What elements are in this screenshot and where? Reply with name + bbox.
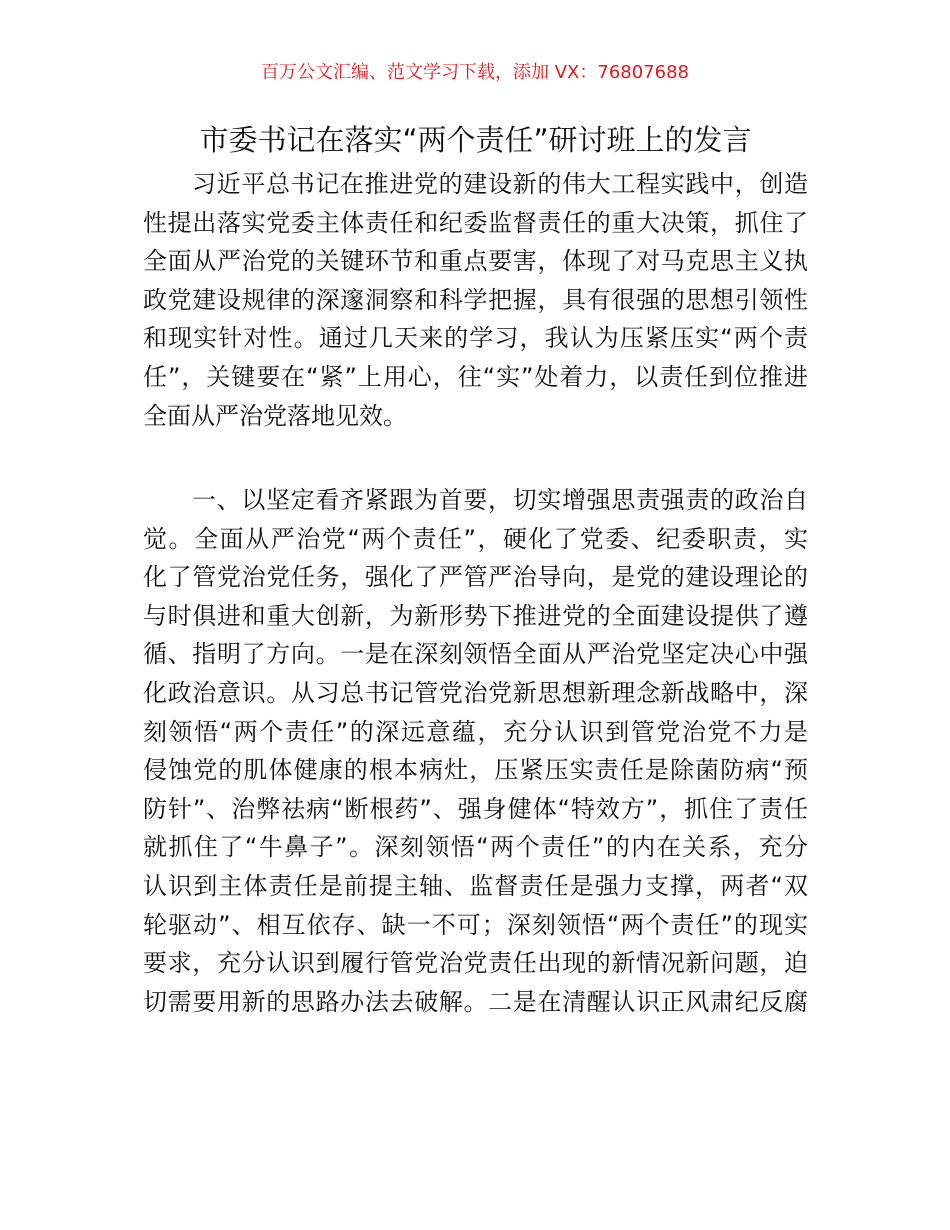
paragraph-intro	[143, 165, 808, 435]
text-line: 化了管党治党任务，强化了严管严治导向，是党的建设理论的	[143, 563, 808, 592]
text-line: 性提出落实党委主体责任和纪委监督责任的重大决策，抓住了	[143, 208, 808, 237]
text-line: 任”，关键要在“紧”上用心，往“实”处着力，以责任到位推进	[143, 362, 808, 391]
text-line: 防针”、治弊祛病“断根药”、强身健体“特效方”，抓住了责任	[143, 794, 808, 823]
text-line: 觉。全面从严治党“两个责任”，硬化了党委、纪委职责，实	[143, 524, 808, 553]
text-line: 一、以坚定看齐紧跟为首要，切实增强思责强责的政治自	[192, 486, 808, 514]
text-line: 与时俱进和重大创新，为新形势下推进党的全面建设提供了遵	[143, 601, 808, 630]
text-line: 全面从严治党落地见效。	[143, 401, 407, 430]
text-line: 要求，充分认识到履行管党治党责任出现的新情况新问题，迫	[143, 949, 808, 978]
text-line: 就抓住了“牛鼻子”。深刻领悟“两个责任”的内在关系，充分	[143, 833, 808, 862]
document-title: 市委书记在落实“两个责任”研讨班上的发言	[199, 123, 752, 157]
text-line: 切需要用新的思路办法去破解。二是在清醒认识正风肃纪反腐	[143, 987, 808, 1016]
text-line: 化政治意识。从习总书记管党治党新思想新理念新战略中，深	[143, 678, 808, 707]
text-line: 循、指明了方向。一是在深刻领悟全面从严治党坚定决心中强	[143, 640, 808, 669]
text-line: 认识到主体责任是前提主轴、监督责任是强力支撑，两者“双	[143, 871, 808, 900]
text-line: 轮驱动”、相互依存、缺一不可；深刻领悟“两个责任”的现实	[143, 910, 808, 939]
paragraph-section-1	[143, 481, 808, 1021]
text-line: 全面从严治党的关键环节和重点要害，体现了对马克思主义执	[143, 247, 808, 276]
text-line: 政党建设规律的深邃洞察和科学把握，具有很强的思想引领性	[143, 285, 808, 314]
text-line: 习近平总书记在推进党的建设新的伟大工程实践中，创造	[192, 170, 808, 198]
watermark-header: 百万公文汇编、范文学习下载，添加 VX：76807688	[261, 62, 689, 83]
text-line: 和现实针对性。通过几天来的学习，我认为压紧压实“两个责	[143, 324, 808, 353]
text-line: 刻领悟“两个责任”的深远意蕴，充分认识到管党治党不力是	[143, 717, 808, 746]
text-line: 侵蚀党的肌体健康的根本病灶，压紧压实责任是除菌防病“预	[143, 756, 808, 785]
